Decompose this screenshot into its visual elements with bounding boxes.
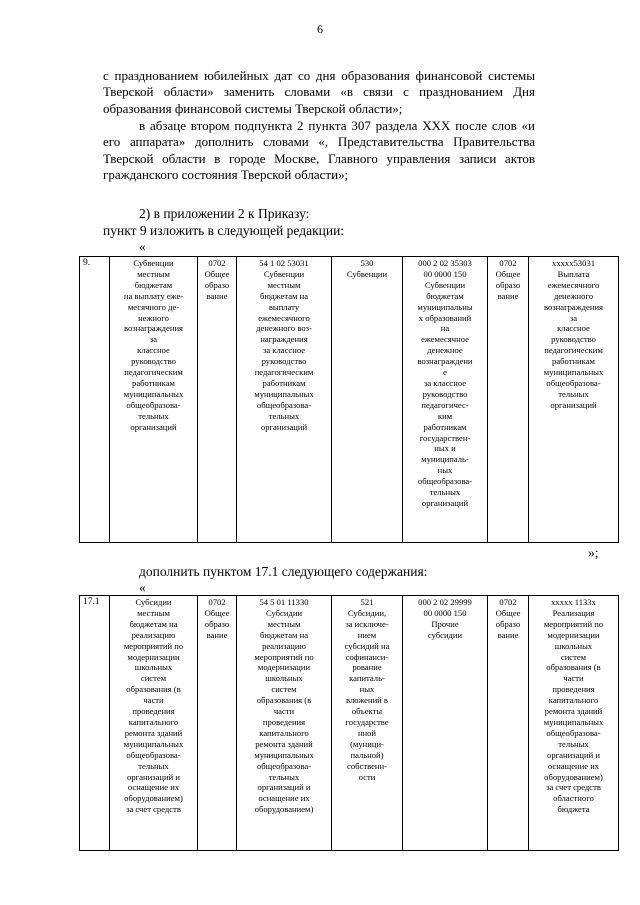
paragraph-addition-text: в абзаце втором подпункта 2 пункта 307 раздела XXX после слов «и его аппарата» дополнить словами «, Представительства Правительства Тверской области в городе Москве, Главного управления записи актов гражданского состояния Тверской области»; <box>103 118 535 182</box>
item-9-instruction: пункт 9 изложить в следующей редакции: <box>103 223 345 238</box>
opening-quote-1: « <box>139 239 146 254</box>
paragraph-addition <box>103 118 535 183</box>
cell-name: Субсидии местным бюджетам на реализацию мероприятий по модернизации школьных систем образования (в части проведения капитального ремонта зданий муниципальных общеобразова- тельных организаций и оснащение их оборудованием) за счет средств <box>110 596 198 851</box>
cell-section-code-2: 0702 Общее образо вание <box>488 257 529 543</box>
cell-local-code: xxxxx53031 Выплата ежемесячного денежного вознаграждения за классное руководство педагогическим работникам муниципальных общеобразова- тельных организаций <box>529 257 619 543</box>
opening-quote-2: « <box>139 580 146 595</box>
cell-expense-type: 521 Субсидии, за исключе- нием субсидий на софинанси- рование капиталь- ных вложений в объекты государстве нной (муници- пальной) собственн- ости <box>332 596 403 851</box>
cell-local-code: xxxxx 1133x Реализация мероприятий по модернизации школьных систем образования (в части проведения капитального ремонта зданий муниципальных общеобразова- тельных организаций и оснащение их оборудованием) за счет средств областного бюджета <box>529 596 619 851</box>
item-17-1-instruction: дополнить пунктом 17.1 следующего содержания: <box>139 564 428 579</box>
closing-quote-1: »; <box>588 545 599 560</box>
item-9-table <box>79 256 619 543</box>
cell-income-code: 000 2 02 35303 00 0000 150 Субвенции бюджетам муниципальны х образований на ежемесячное денежное вознаграждени е за классное руководство педагогичес- ким работникам государствен- ных и муниципаль- ных общеобразова- тельных организаций <box>403 257 488 543</box>
cell-target-article: 54 1 02 53031 Субвенции местным бюджетам на выплату ежемесячного денежного воз- награждения за классное руководство педагогическим работникам муниципальных общеобразова- тельных организаций <box>237 257 332 543</box>
item-2-heading: 2) в приложении 2 к Приказу: <box>139 206 310 221</box>
cell-section-code: 0702 Общее образо вание <box>198 257 237 543</box>
cell-income-code: 000 2 02 29999 00 0000 150 Прочие субсидии <box>403 596 488 851</box>
page-number: 6 <box>317 22 323 36</box>
cell-target-article: 54 5 01 11330 Субсидии местным бюджетам на реализацию мероприятий по модернизации школьных систем образования (в части проведения капитального ремонта зданий муниципальных общеобразова- тельных организаций и оснащение их оборудованием) <box>237 596 332 851</box>
cell-name: Субвенции местным бюджетам на выплату еже- месячного де- нежного вознаграждения за классное руководство педагогическим работникам муниципальных общеобразова- тельных организаций <box>110 257 198 543</box>
table-row <box>80 596 619 851</box>
cell-item-number: 17.1 <box>80 596 110 851</box>
cell-section-code: 0702 Общее образо вание <box>198 596 237 851</box>
cell-item-number: 9. <box>80 257 110 543</box>
cell-section-code-2: 0702 Общее образо вание <box>488 596 529 851</box>
cell-expense-type: 530 Субвенции <box>332 257 403 543</box>
paragraph-replacement-text: с празднованием юбилейных дат со дня образования финансовой системы Тверской области» заменить словами «в связи с празднованием Дня образования финансовой системы Тверской области»; <box>103 68 535 116</box>
table-row <box>80 257 619 543</box>
paragraph-replacement <box>103 68 535 117</box>
item-17-1-table <box>79 595 619 851</box>
